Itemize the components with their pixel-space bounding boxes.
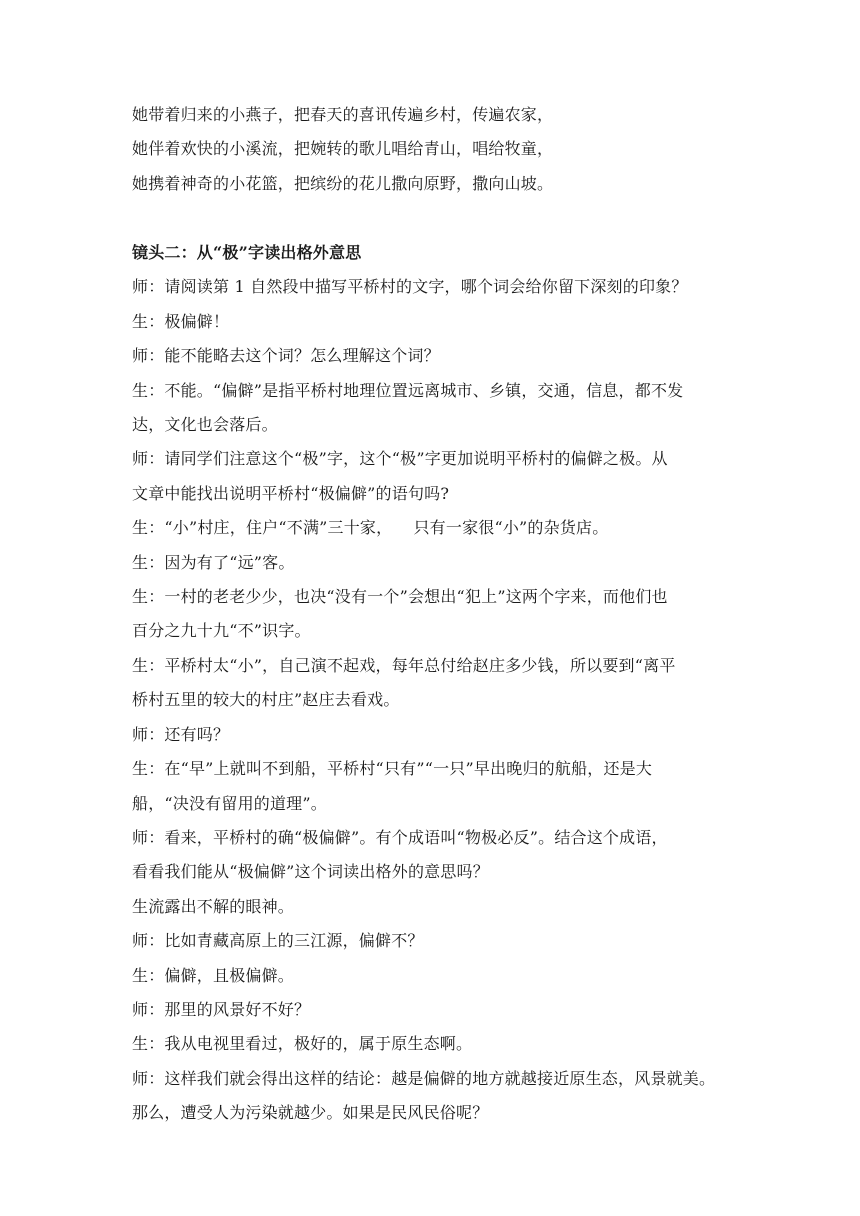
dialogue-line: 生：极偏僻！	[132, 311, 230, 331]
dialogue-line: 生：不能。“偏僻”是指平桥村地理位置远离城市、乡镇，交通，信息，都不发	[132, 380, 684, 400]
dialogue-section	[132, 236, 744, 1131]
dialogue-line: 船，“决没有留用的道理”。	[132, 793, 327, 813]
dialogue-line: 师：请同学们注意这个“极”字，这个“极”字更加说明平桥村的偏僻之极。从	[132, 449, 668, 469]
dialogue-line: 生流露出不解的眼神。	[132, 896, 295, 916]
poem-block	[132, 98, 744, 201]
dialogue-line: 文章中能找出说明平桥村“极偏僻”的语句吗?	[132, 483, 450, 503]
dialogue-line: 百分之九十九“不”识字。	[132, 621, 311, 641]
dialogue-line: 生：一村的老老少少，也决“没有一个”会想出“犯上”这两个字来，而他们也	[132, 587, 668, 607]
dialogue-line: 师：那里的风景好不好？	[132, 999, 311, 1019]
dialogue-line: 生：平桥村太“小”，自己演不起戏，每年总付给赵庄多少钱，所以要到“离平	[132, 655, 676, 675]
dialogue-line: 师：看来，平桥村的确“极偏僻”。有个成语叫“物极必反”。结合这个成语，	[132, 827, 668, 847]
poem-line: 她携着神奇的小花篮，把缤纷的花儿撒向原野，撒向山坡。	[132, 173, 554, 193]
dialogue-line: 师：请阅读第 1 自然段中描写平桥村的文字，哪个词会给你留下深刻的印象？	[132, 277, 688, 297]
dialogue-line: 生：偏僻，且极偏僻。	[132, 965, 295, 985]
dialogue-line: 生：“小”村庄，住户“不满”三十家， 只有一家很“小”的杂货店。	[132, 518, 609, 538]
dialogue-line: 达，文化也会落后。	[132, 415, 278, 435]
section-heading: 镜头二：从“极”字读出格外意思	[132, 243, 362, 262]
dialogue-line: 师：这样我们就会得出这样的结论：越是偏僻的地方就越接近原生态，风景就美。	[132, 1068, 716, 1088]
dialogue-line: 生：在“早”上就叫不到船，平桥村“只有”“一只”早出晚归的航船，还是大	[132, 759, 653, 779]
dialogue-line: 那么，遭受人为污染就越少。如果是民风民俗呢？	[132, 1103, 489, 1123]
poem-line: 她伴着欢快的小溪流，把婉转的歌儿唱给青山，唱给牧童，	[132, 139, 554, 159]
dialogue-line: 生：我从电视里看过，极好的，属于原生态啊。	[132, 1034, 473, 1054]
dialogue-line: 生：因为有了“远”客。	[132, 552, 295, 572]
dialogue-line: 师：还有吗？	[132, 724, 230, 744]
dialogue-line: 看看我们能从“极偏僻”这个词读出格外的意思吗？	[132, 862, 489, 882]
dialogue-line: 师：比如青藏高原上的三江源，偏僻不？	[132, 931, 424, 951]
dialogue-line: 桥村五里的较大的村庄”赵庄去看戏。	[132, 690, 400, 710]
dialogue-line: 师：能不能略去这个词？怎么理解这个词？	[132, 346, 440, 366]
poem-line: 她带着归来的小燕子，把春天的喜讯传遍乡村，传遍农家，	[132, 105, 554, 124]
